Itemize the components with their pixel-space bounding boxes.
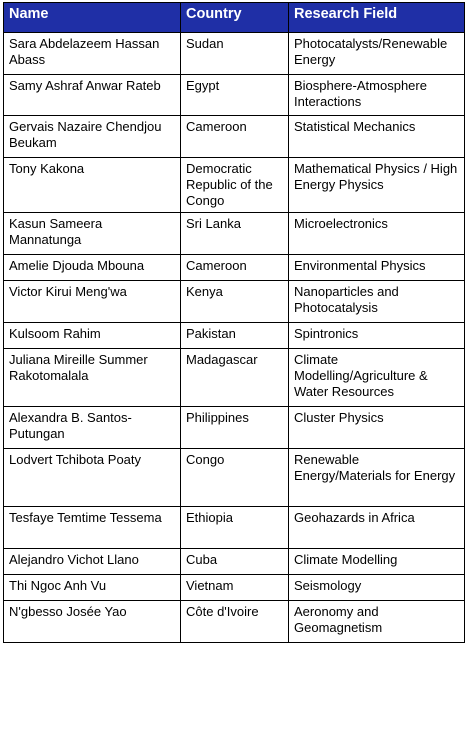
country-cell: Kenya: [181, 281, 289, 323]
table-row: [4, 575, 465, 601]
research-field-cell: Spintronics: [289, 323, 465, 349]
table-row: [4, 75, 465, 116]
research-field-cell: Climate Modelling: [289, 549, 465, 575]
table-row: [4, 213, 465, 255]
country-cell: Sudan: [181, 33, 289, 75]
research-field-cell: Microelectronics: [289, 213, 465, 255]
research-field-cell: Biosphere-Atmosphere Interactions: [289, 75, 465, 116]
name-cell: Alexandra B. Santos-Putungan: [4, 407, 181, 449]
name-cell: Amelie Djouda Mbouna: [4, 255, 181, 281]
table-header-row: [4, 3, 465, 33]
name-cell: Juliana Mireille Summer Rakotomalala: [4, 349, 181, 407]
table-row: [4, 549, 465, 575]
country-cell: Cameroon: [181, 116, 289, 158]
name-cell: Thi Ngoc Anh Vu: [4, 575, 181, 601]
country-cell: Cuba: [181, 549, 289, 575]
name-cell: Lodvert Tchibota Poaty: [4, 449, 181, 507]
country-cell: Philippines: [181, 407, 289, 449]
name-cell: Tesfaye Temtime Tessema: [4, 507, 181, 549]
table-row: [4, 349, 465, 407]
country-cell: Madagascar: [181, 349, 289, 407]
research-field-cell: Statistical Mechanics: [289, 116, 465, 158]
country-cell: Egypt: [181, 75, 289, 116]
researchers-table-container: [3, 2, 464, 643]
table-row: [4, 281, 465, 323]
name-cell: Kulsoom Rahim: [4, 323, 181, 349]
name-cell: Sara Abdelazeem Hassan Abass: [4, 33, 181, 75]
research-field-cell: Mathematical Physics / High Energy Physics: [289, 158, 465, 213]
table-row: [4, 507, 465, 549]
name-cell: Samy Ashraf Anwar Rateb: [4, 75, 181, 116]
table-row: [4, 33, 465, 75]
country-cell: Sri Lanka: [181, 213, 289, 255]
research-field-cell: Seismology: [289, 575, 465, 601]
research-field-cell: Aeronomy and Geomagnetism: [289, 601, 465, 643]
name-cell: Tony Kakona: [4, 158, 181, 213]
researchers-table: [3, 2, 465, 643]
table-row: [4, 158, 465, 213]
country-cell: Pakistan: [181, 323, 289, 349]
country-cell: Ethiopia: [181, 507, 289, 549]
table-row: [4, 255, 465, 281]
name-cell: Kasun Sameera Mannatunga: [4, 213, 181, 255]
column-header-name: Name: [4, 3, 181, 33]
research-field-cell: Renewable Energy/Materials for Energy: [289, 449, 465, 507]
country-cell: Vietnam: [181, 575, 289, 601]
research-field-cell: Environmental Physics: [289, 255, 465, 281]
research-field-cell: Climate Modelling/Agriculture & Water Resources: [289, 349, 465, 407]
table-row: [4, 323, 465, 349]
country-cell: Congo: [181, 449, 289, 507]
table-row: [4, 601, 465, 643]
country-cell: Cameroon: [181, 255, 289, 281]
name-cell: Victor Kirui Meng'wa: [4, 281, 181, 323]
research-field-cell: Nanoparticles and Photocatalysis: [289, 281, 465, 323]
name-cell: Gervais Nazaire Chendjou Beukam: [4, 116, 181, 158]
column-header-research-field: Research Field: [289, 3, 465, 33]
column-header-country: Country: [181, 3, 289, 33]
research-field-cell: Cluster Physics: [289, 407, 465, 449]
table-row: [4, 116, 465, 158]
table-row: [4, 407, 465, 449]
table-row: [4, 449, 465, 507]
research-field-cell: Geohazards in Africa: [289, 507, 465, 549]
country-cell: Côte d'Ivoire: [181, 601, 289, 643]
country-cell: Democratic Republic of the Congo: [181, 158, 289, 213]
name-cell: Alejandro Vichot Llano: [4, 549, 181, 575]
research-field-cell: Photocatalysts/Renewable Energy: [289, 33, 465, 75]
name-cell: N'gbesso Josée Yao: [4, 601, 181, 643]
